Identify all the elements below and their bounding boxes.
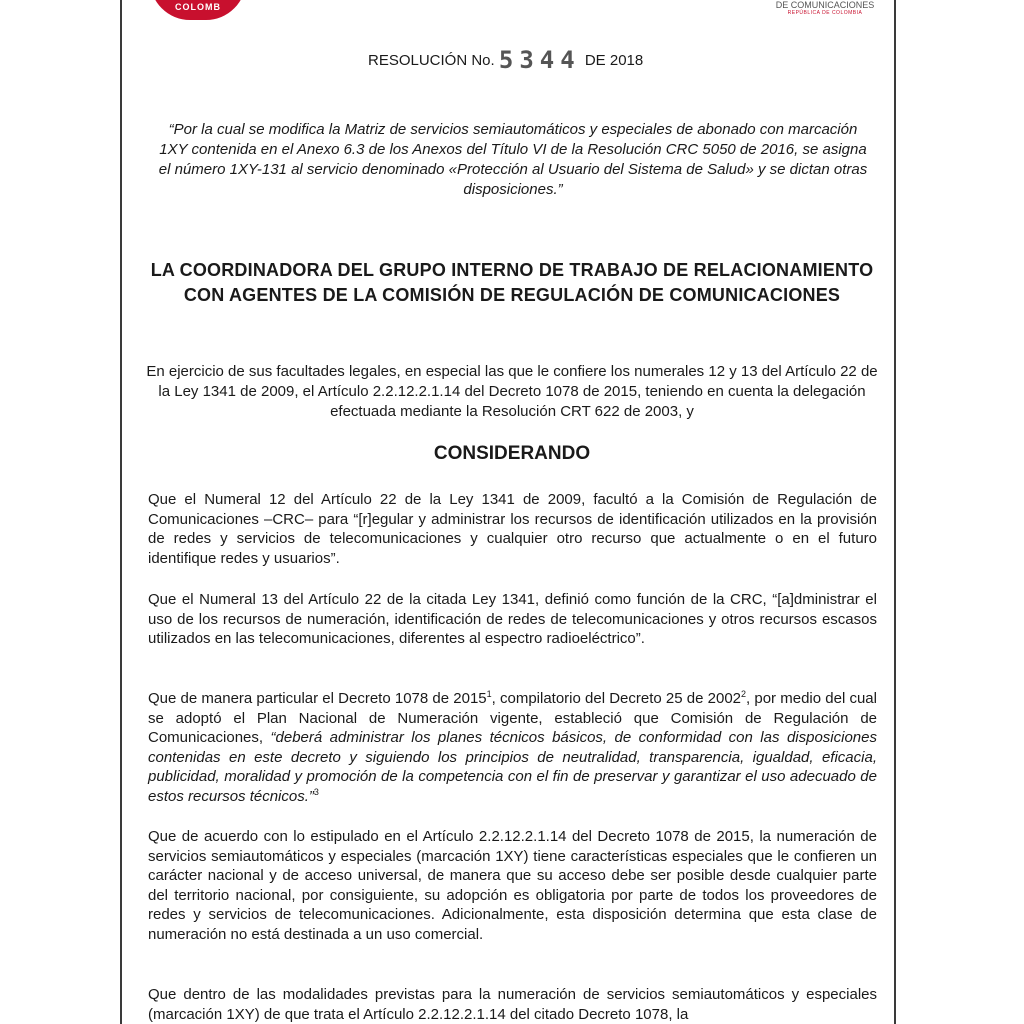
page-border-left: [120, 0, 122, 1024]
resolution-year: DE 2018: [584, 52, 644, 69]
resolution-epigraph: “Por la cual se modifica la Matriz de servicios semiautomáticos y especiales de abonado con marcación 1XY contenida en el Anexo 6.3 de los Anexos del Título VI de la Resolución CRC 5050 de 2016, se asigna el número 1XY-131 al servicio denominado «Protección al Usuario del Sistema de Salud» y se dictan otras disposiciones.”: [158, 121, 868, 198]
legal-basis-paragraph: En ejercicio de sus facultades legales, en especial las que le confiere los numerales 12 y 13 del Artículo 22 de la Ley 1341 de 2009, el Artículo 2.2.12.2.1.14 del Decreto 1078 de 2015, teniendo en cuenta la delegación efectuada mediante la Resolución CRT 622 de 2003, y: [146, 363, 878, 420]
resolution-number-stamp: 5344: [498, 46, 581, 75]
footnote-ref-1: 1: [486, 689, 492, 699]
crc-logo: [770, 0, 880, 17]
considerando-paragraph-2: Que el Numeral 13 del Artículo 22 de la citada Ley 1341, definió como función de la CRC, “[a]dministrar el uso de los recursos de numeración, identificación de redes de telecomunicaciones y otros recursos escasos utilizados en las telecomunicaciones, diferentes al espectro radioeléctrico”.: [148, 591, 877, 648]
considerando-paragraph-4: Que de acuerdo con lo estipulado en el Artículo 2.2.12.2.1.14 del Decreto 1078 de 2015, la numeración de servicios semiautomáticos y especiales (marcación 1XY) tiene características especiales que le confieren un carácter nacional y de acceso universal, de manera que su acceso debe ser posible desde cualquier parte del territorio nacional, por consiguiente, su adopción es obligatoria por parte de todos los proveedores de redes y servicios de telecomunicaciones. Adicionalmente, esta disposición determina que esta clase de numeración no está destinada a un uso comercial.: [148, 828, 877, 943]
p3-text-c: , por medio del cual se adoptó el Plan Nacional de Numeración vigente, estableció que Comisión de Regulación de Comunicaciones,: [148, 690, 877, 747]
considerando-paragraph-3: [148, 689, 877, 807]
footnote-ref-3: 3: [313, 786, 319, 797]
republic-seal-logo: [150, 0, 246, 20]
p3-text-b: , compilatorio del Decreto 25 de 2002: [491, 690, 742, 707]
crc-logo-line1: DE COMUNICACIONES: [775, 0, 875, 10]
considerando-paragraph-5: Que dentro de las modalidades previstas para la numeración de servicios semiautomáticos y especiales (marcación 1XY) de que trata el Artículo 2.2.12.2.1.14 del citado Decreto 1078, la: [148, 986, 877, 1023]
seal-text: COLOMB: [175, 2, 221, 12]
page-border-right: [894, 0, 896, 1024]
crc-logo-line2: REPÚBLICA DE COLOMBIA: [787, 10, 863, 16]
issuer-heading: LA COORDINADORA DEL GRUPO INTERNO DE TRABAJO DE RELACIONAMIENTO CON AGENTES DE LA COMISIÓN DE REGULACIÓN DE COMUNICACIONES: [150, 260, 874, 305]
resolution-line: [368, 48, 643, 78]
considerando-heading: CONSIDERANDO: [433, 443, 591, 464]
resolution-prefix: RESOLUCIÓN No.: [368, 52, 495, 69]
footnote-ref-2: 2: [741, 689, 747, 699]
p3-quote: “deberá administrar los planes técnicos básicos, de conformidad con las disposiciones contenidas en este decreto y siguiendo los principios de neutralidad, transparencia, igualdad, eficacia, publicidad, moralidad y promoción de la competencia con el fin de preservar y garantizar el uso adecuado de estos recursos técnicos.”: [148, 729, 877, 805]
p3-text-a: Que de manera particular el Decreto 1078 de 2015: [148, 690, 487, 707]
considerando-paragraph-1: Que el Numeral 12 del Artículo 22 de la Ley 1341 de 2009, facultó a la Comisión de Regulación de Comunicaciones –CRC– para “[r]egular y administrar los recursos de identificación utilizados en la provisión de redes y servicios de telecomunicaciones y cualquier otro recurso que actualmente o en el futuro identifique redes y usuarios”.: [148, 491, 877, 567]
